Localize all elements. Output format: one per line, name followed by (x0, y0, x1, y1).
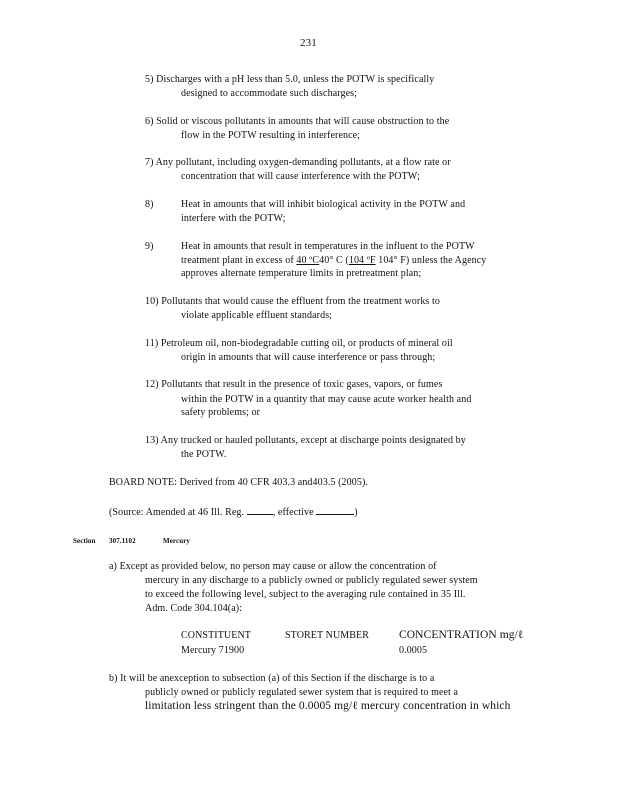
effective-date-blank (316, 505, 354, 515)
section-label: Section (73, 537, 96, 545)
section-number: 307.1102 (109, 537, 136, 545)
board-note: BOARD NOTE: Derived from 40 CFR 403.3 and403.5 (2005). (109, 477, 368, 488)
para-a-line-3: to exceed the following level, subject to the averaging rule contained in 35 Ill. (145, 589, 466, 600)
item-9-line-2-a: treatment plant in excess of (181, 255, 297, 266)
item-10-line-2: violate applicable effluent standards; (181, 310, 333, 321)
para-a-line-4: Adm. Code 304.104(a): (145, 603, 243, 614)
table-row-constituent: Mercury 71900 (181, 645, 245, 656)
item-13-line-1: 13) Any trucked or hauled pollutants, except at discharge points designated by (145, 435, 466, 446)
item-9-line-2-e: 104° F) unless the Agency (375, 255, 487, 266)
item-7-line-2: concentration that will cause interference with the POTW; (181, 171, 420, 182)
item-9-inserted-celsius: 40 ºC (296, 255, 320, 266)
item-6-line-2: flow in the POTW resulting in interference; (181, 130, 361, 141)
para-b-line-1: b) It will be anexception to subsection (a) of this Section if the discharge is to a (109, 673, 435, 684)
item-6-line-1: 6) Solid or viscous pollutants in amounts that will cause obstruction to the (145, 116, 450, 127)
item-8-line-1: Heat in amounts that will inhibit biological activity in the POTW and (181, 199, 466, 210)
table-header-concentration: CONCENTRATION mg/ℓ (399, 629, 524, 641)
section-title: Mercury (163, 537, 191, 545)
item-12-line-1: 12) Pollutants that result in the presence of toxic gases, vapors, or fumes (145, 379, 443, 390)
para-a-line-2: mercury in any discharge to a publicly owned or publicly regulated sewer system (145, 575, 478, 586)
item-9-line-1: Heat in amounts that result in temperatures in the influent to the POTW (181, 241, 475, 252)
para-a-line-1: a) Except as provided below, no person may cause or allow the concentration of (109, 561, 437, 572)
table-header-storet: STORET NUMBER (285, 630, 370, 641)
item-9-number: 9) (145, 241, 154, 252)
page-number: 231 (300, 37, 317, 49)
item-10-line-1: 10) Pollutants that would cause the effluent from the treatment works to (145, 296, 441, 307)
item-12-line-2: within the POTW in a quantity that may cause acute worker health and (181, 394, 472, 405)
source-prefix: (Source: Amended at 46 Ill. Reg. (109, 507, 245, 518)
item-5-line-2: designed to accommodate such discharges; (181, 88, 357, 99)
item-7-line-1: 7) Any pollutant, including oxygen-demanding pollutants, at a flow rate or (145, 157, 451, 168)
item-8-line-2: interfere with the POTW; (181, 213, 286, 224)
para-b-line-2: publicly owned or publicly regulated sewer system that is required to meet a (145, 687, 459, 698)
para-b-line-3: limitation less stringent than the 0.0005 mg/ℓ mercury concentration in which (145, 700, 511, 712)
item-13-line-2: the POTW. (181, 449, 227, 460)
item-9-line-2 (181, 255, 486, 267)
source-note (109, 505, 358, 519)
item-11-line-1: 11) Petroleum oil, non-biodegradable cutting oil, or products of mineral oil (145, 338, 453, 349)
table-row-concentration: 0.0005 (399, 645, 428, 656)
item-9-inserted-fahrenheit: 104 ºF (348, 255, 376, 266)
item-9-line-3: approves alternate temperature limits in pretreatment plan; (181, 268, 422, 279)
table-header-constituent: CONSTITUENT (181, 630, 251, 641)
item-5-line-1: 5) Discharges with a pH less than 5.0, unless the POTW is specifically (145, 74, 435, 85)
item-11-line-2: origin in amounts that will cause interference or pass through; (181, 352, 436, 363)
item-12-line-3: safety problems; or (181, 407, 261, 418)
source-suffix: ) (354, 507, 358, 518)
register-blank (247, 505, 273, 515)
item-9-line-2-c: 40° C ( (319, 255, 349, 266)
source-middle: , effective (272, 507, 314, 518)
item-8-number: 8) (145, 199, 154, 210)
